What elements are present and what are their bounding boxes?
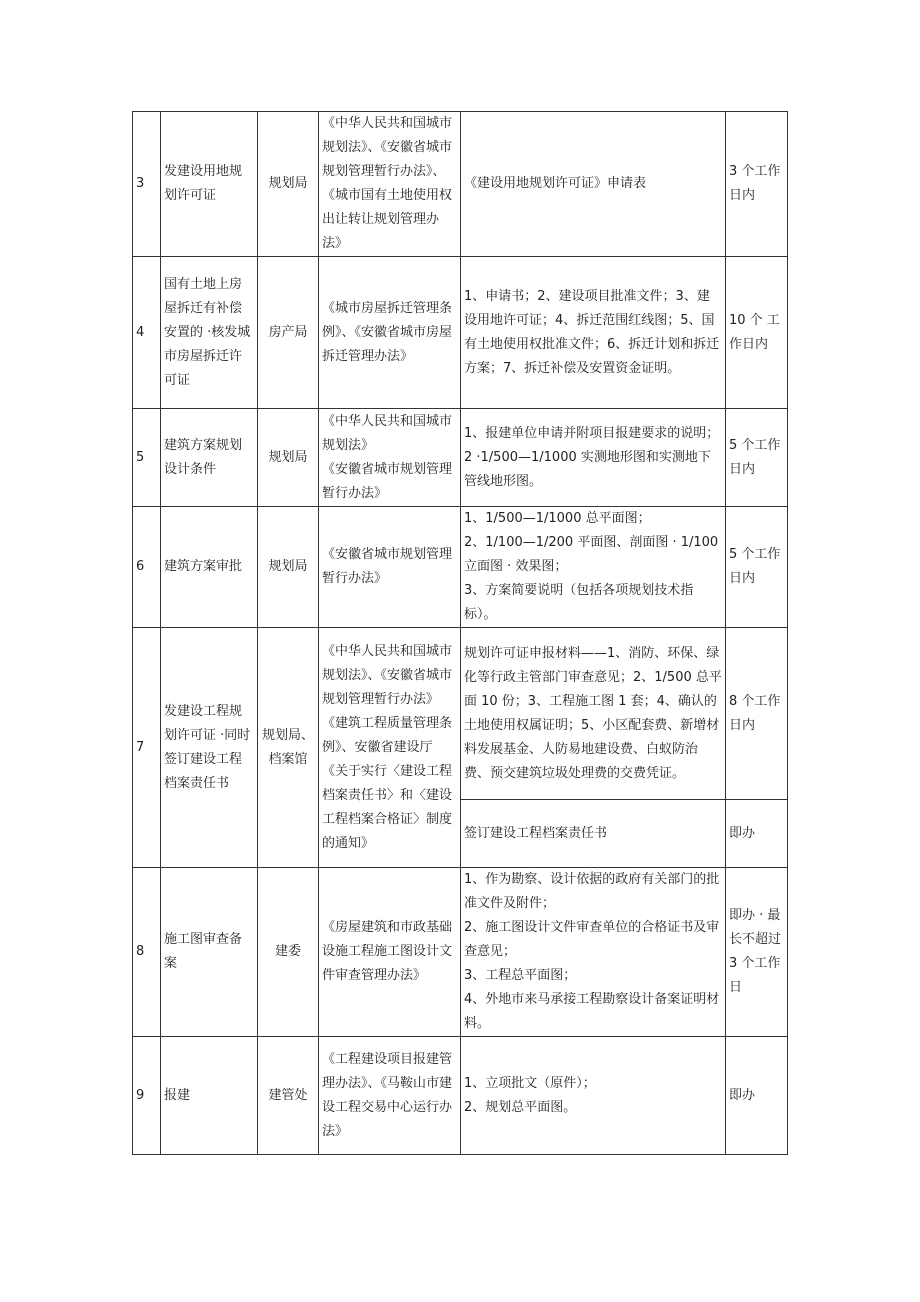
material-line: 3、工程总平面图； [464, 968, 577, 983]
legal-basis: 《工程建设项目报建管理办法》、《马鞍山市建设工程交易中心运行办法》 [319, 1037, 461, 1155]
processing-time: 3 个工作日内 [726, 112, 788, 257]
approval-items-table [132, 111, 788, 1155]
material-line: 2、1/100—1/200 平面图、剖面图 · 1/100 立面图 · 效果图； [464, 535, 719, 574]
material-line: 3、方案简要说明（包括各项规划技术指标）。 [464, 583, 694, 622]
item-name: 发建设工程规划许可证 ·同时签订建设工程档案责任书 [161, 628, 258, 868]
table-row [133, 257, 788, 409]
table-row [133, 628, 788, 800]
basis-line: 《建筑工程质量管理条例》、安徽省建设厅《关于实行〈建设工程档案责任书〉和〈建设工程档案合格证〉制度的通知》 [322, 715, 453, 851]
department: 规划局 [258, 409, 319, 507]
legal-basis: 《城市房屋拆迁管理条例》、《安徽省城市房屋拆迁管理办法》 [319, 257, 461, 409]
basis-line: 《中华人民共和国城市规划法》、《安徽省城市规划管理暂行办法》 [322, 643, 453, 707]
material-line: 1、1/500—1/1000 总平面图； [464, 511, 651, 526]
basis-line: 《安徽省城市规划管理暂行办法》 [322, 461, 453, 501]
required-materials [461, 507, 726, 628]
item-name: 建筑方案规划设计条件 [161, 409, 258, 507]
item-name: 发建设用地规划许可证 [161, 112, 258, 257]
item-name: 施工图审查备案 [161, 868, 258, 1037]
processing-time: 5 个工作日内 [726, 409, 788, 507]
required-materials [461, 868, 726, 1037]
legal-basis [319, 628, 461, 868]
legal-basis: 《房屋建筑和市政基础设施工程施工图设计文件审查管理办法》 [319, 868, 461, 1037]
row-number: 5 [133, 409, 161, 507]
processing-time: 5 个工作日内 [726, 507, 788, 628]
table-row [133, 409, 788, 507]
material-line: 1、作为勘察、设计依据的政府有关部门的批准文件及附件； [464, 872, 720, 911]
required-materials: 规划许可证申报材料——1、消防、环保、绿化等行政主管部门审查意见；2、1/500 总平面 10 份；3、工程施工图 1 套；4、确认的土地使用权属证明；5、小区配套费、新增材料发展基金、人防易地建设费、白蚁防治费、预交建筑垃圾处理费的交费凭证。 [461, 628, 726, 800]
item-name: 国有土地上房屋拆迁有补偿安置的 ·核发城市房屋拆迁许可证 [161, 257, 258, 409]
material-line: 4、外地市来马承接工程勘察设计备案证明材料。 [464, 992, 720, 1031]
required-materials: 1、申请书；2、建设项目批准文件；3、建设用地许可证；4、拆迁范围红线图；5、国有土地使用权批准文件；6、拆迁计划和拆迁方案；7、拆迁补偿及安置资金证明。 [461, 257, 726, 409]
department: 建委 [258, 868, 319, 1037]
material-line: 2、施工图设计文件审查单位的合格证书及审查意见； [464, 920, 720, 959]
required-materials: 1、报建单位申请并附项目报建要求的说明；2 ·1/500—1/1000 实测地形图和实测地下管线地形图。 [461, 409, 726, 507]
table-row [133, 507, 788, 628]
department: 规划局 [258, 112, 319, 257]
material-line: 2、规划总平面图。 [464, 1099, 577, 1115]
department: 房产局 [258, 257, 319, 409]
required-materials: 签订建设工程档案责任书 [461, 800, 726, 868]
legal-basis: 《安徽省城市规划管理暂行办法》 [319, 507, 461, 628]
item-name: 报建 [161, 1037, 258, 1155]
required-materials [461, 1037, 726, 1155]
row-number: 8 [133, 868, 161, 1037]
department: 规划局、档案馆 [258, 628, 319, 868]
department: 建管处 [258, 1037, 319, 1155]
row-number: 7 [133, 628, 161, 868]
legal-basis: 《中华人民共和国城市规划法》、《安徽省城市规划管理暂行办法》、《城市国有土地使用权出让转让规划管理办法》 [319, 112, 461, 257]
table-row [133, 1037, 788, 1155]
row-number: 9 [133, 1037, 161, 1155]
required-materials: 《建设用地规划许可证》申请表 [461, 112, 726, 257]
row-number: 3 [133, 112, 161, 257]
table-row [133, 112, 788, 257]
processing-time: 8 个工作日内 [726, 628, 788, 800]
department: 规划局 [258, 507, 319, 628]
table-row [133, 868, 788, 1037]
material-line: 1、立项批文（原件）； [464, 1075, 596, 1091]
processing-time: 即办 [726, 800, 788, 868]
processing-time: 即办 · 最长不超过 3 个工作日 [726, 868, 788, 1037]
item-name: 建筑方案审批 [161, 507, 258, 628]
processing-time: 10 个 工作日内 [726, 257, 788, 409]
basis-line: 《中华人民共和国城市规划法》 [322, 413, 453, 453]
processing-time: 即办 [726, 1037, 788, 1155]
legal-basis [319, 409, 461, 507]
row-number: 6 [133, 507, 161, 628]
row-number: 4 [133, 257, 161, 409]
